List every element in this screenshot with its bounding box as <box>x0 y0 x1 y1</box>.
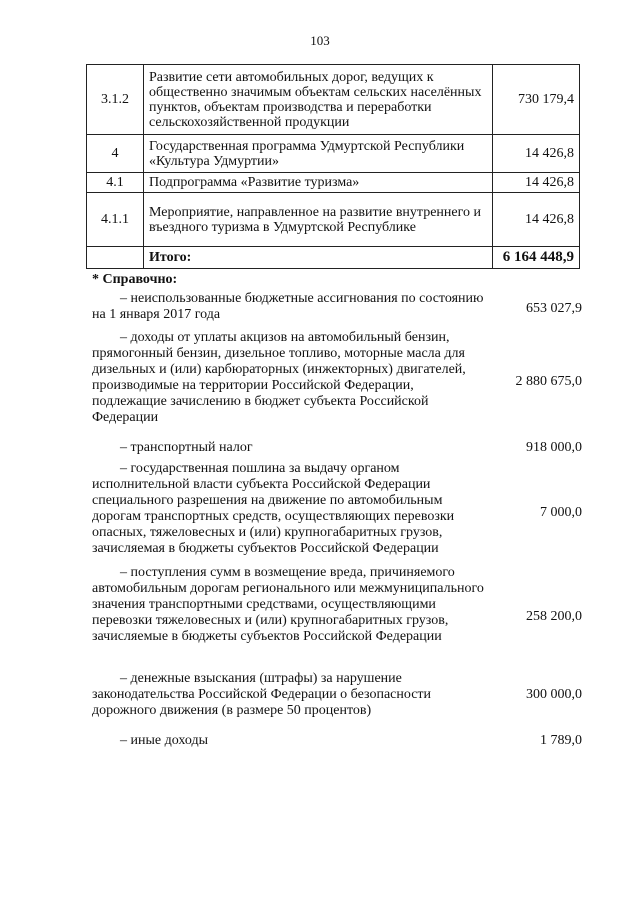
reference-item-amount: 2 880 675,0 <box>515 374 582 389</box>
table-row <box>87 135 580 173</box>
row-amount: 14 426,8 <box>493 173 580 193</box>
row-code: 3.1.2 <box>87 65 144 135</box>
reference-title: * Справочно: <box>92 272 178 287</box>
reference-item-amount: 258 200,0 <box>526 609 582 624</box>
reference-item-amount: 653 027,9 <box>526 301 582 316</box>
reference-item <box>92 461 592 557</box>
reference-item-text: – денежные взыскания (штрафы) за нарушение законодательства Российской Федерации о безопасности дорожного движения (в размере 50 процентов) <box>92 671 432 718</box>
reference-item <box>92 330 592 426</box>
row-code: 4.1 <box>87 173 144 193</box>
reference-item <box>92 291 592 323</box>
row-name: Государственная программа Удмуртской Республики «Культура Удмуртии» <box>144 135 493 173</box>
reference-item-text: – доходы от уплаты акцизов на автомобильный бензин, прямогонный бензин, дизельное топливо, моторные масла для дизельных и (или) карбюраторных (инжекторных) двигателей, производимые на территории Российской Федерации, подлежащие зачислению в бюджет субъекта Российской Федерации <box>92 330 466 425</box>
reference-item-text: – иные доходы <box>120 733 208 748</box>
row-amount: 14 426,8 <box>493 193 580 247</box>
page-number: 103 <box>310 33 330 48</box>
row-name: Развитие сети автомобильных дорог, ведущих к общественно значимым объектам сельских населённых пунктов, объектам производства и переработки сельскохозяйственной продукции <box>144 65 493 135</box>
reference-item <box>92 671 592 719</box>
total-label: Итого: <box>144 247 493 269</box>
total-amount: 6 164 448,9 <box>493 247 580 269</box>
row-name: Мероприятие, направленное на развитие внутреннего и въездного туризма в Удмуртской Республике <box>144 193 493 247</box>
row-amount: 14 426,8 <box>493 135 580 173</box>
table-row <box>87 193 580 247</box>
row-amount: 730 179,4 <box>493 65 580 135</box>
reference-item-amount: 1 789,0 <box>540 733 582 748</box>
reference-item-text: – государственная пошлина за выдачу органом исполнительной власти субъекта Российской Федерации специального разрешения на движение по автомобильным дорогам транспортных средств, осуществляющих перевозки опасных, тяжеловесных и (или) крупногабаритных грузов, зачисляемая в бюджеты субъектов Российской Федерации <box>92 461 455 556</box>
row-code: 4 <box>87 135 144 173</box>
reference-item-amount: 300 000,0 <box>526 687 582 702</box>
total-row <box>87 247 580 269</box>
reference-item <box>92 565 592 645</box>
row-code: 4.1.1 <box>87 193 144 247</box>
reference-item-text: – транспортный налог <box>120 440 253 455</box>
row-name: Подпрограмма «Развитие туризма» <box>144 173 493 193</box>
reference-item <box>92 440 592 456</box>
table-row <box>87 65 580 135</box>
reference-item <box>92 733 592 749</box>
budget-table <box>86 64 580 269</box>
reference-item-text: – неиспользованные бюджетные ассигнования по состоянию на 1 января 2017 года <box>92 291 484 322</box>
reference-item-text: – поступления сумм в возмещение вреда, причиняемого автомобильным дорогам регионального или межмуниципального значения транспортными средствами, осуществляющими перевозки тяжеловесных и (или) крупногабаритных грузов, зачисляемые в бюджеты субъектов Российской Федерации <box>92 565 484 644</box>
reference-item-amount: 7 000,0 <box>540 505 582 520</box>
total-code <box>87 247 144 269</box>
reference-item-amount: 918 000,0 <box>526 440 582 455</box>
table-row <box>87 173 580 193</box>
